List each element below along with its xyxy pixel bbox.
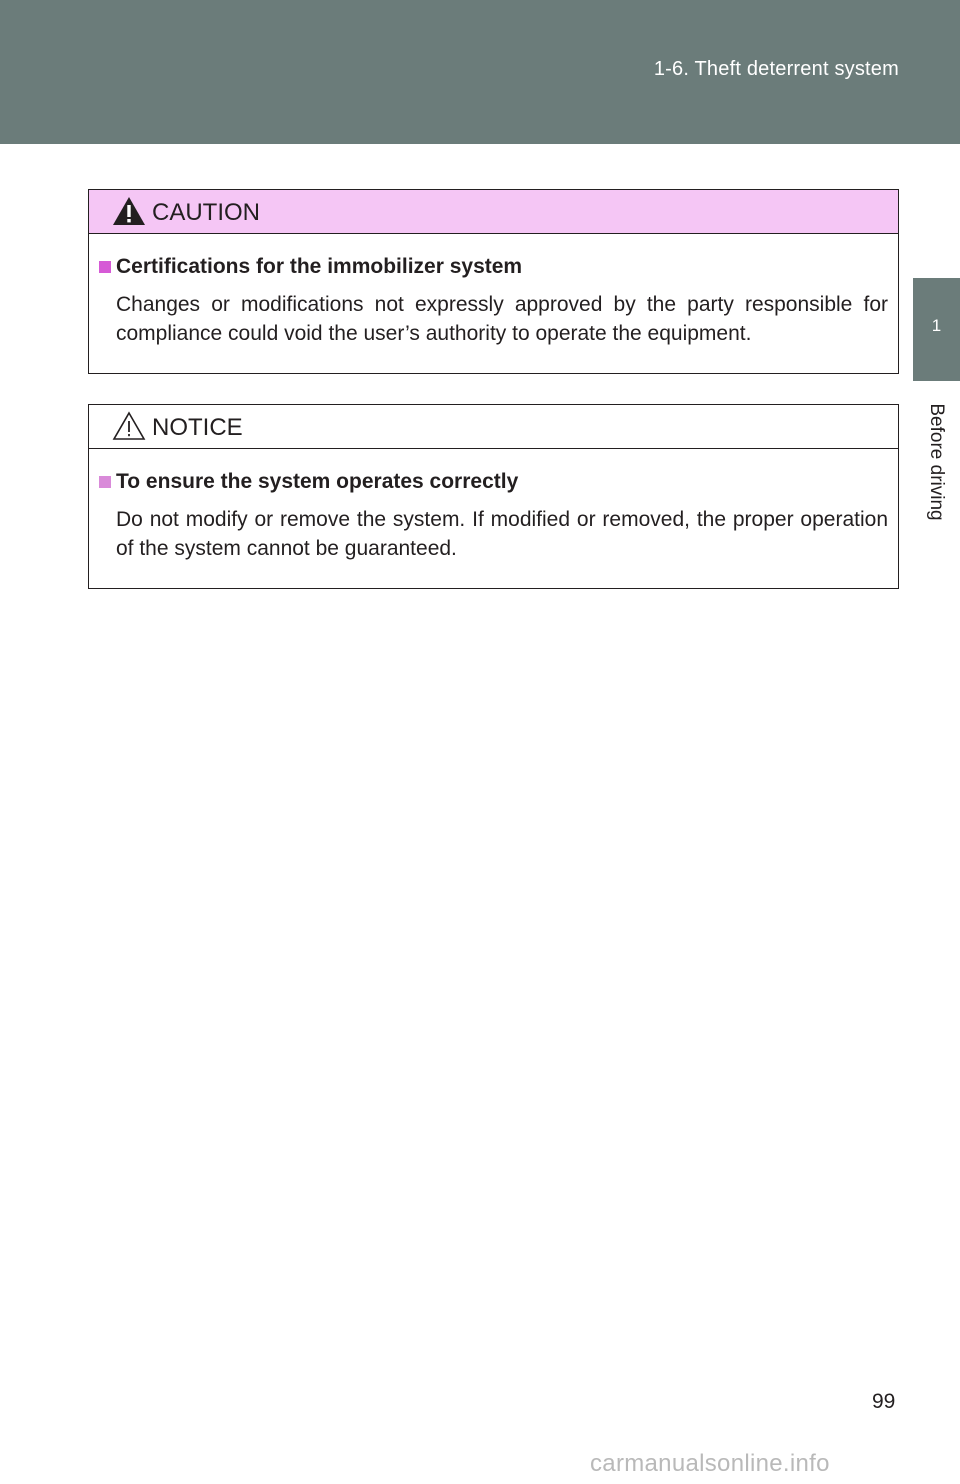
square-bullet-icon [99, 476, 111, 488]
warning-triangle-filled-icon [111, 195, 147, 227]
chapter-tab [913, 278, 960, 381]
notice-heading: NOTICE [152, 414, 243, 441]
page-number: 99 [872, 1390, 896, 1413]
caution-header [89, 190, 898, 234]
caution-item-title-text: Certifications for the immobilizer system [116, 255, 523, 278]
section-title: 1-6. Theft deterrent system [653, 58, 899, 80]
notice-item-title [116, 469, 888, 495]
notice-body [89, 449, 898, 563]
warning-triangle-outline-icon [111, 410, 147, 442]
square-bullet-icon [99, 261, 111, 273]
caution-body [89, 234, 898, 348]
caution-item-title [116, 254, 888, 280]
notice-header [89, 405, 898, 449]
caution-box [88, 189, 899, 374]
watermark: carmanualsonline.info [590, 1450, 830, 1477]
chapter-number: 1 [931, 316, 942, 335]
caution-heading: CAUTION [152, 199, 260, 226]
chapter-label: Before driving [926, 403, 947, 521]
notice-box [88, 404, 899, 589]
notice-item-text: Do not modify or remove the system. If modified or removed, the proper operation of the system cannot be guaranteed. [116, 508, 888, 560]
caution-item-text: Changes or modifications not expressly approved by the party responsible for compliance could void the user’s authority to operate the equipment. [116, 293, 888, 345]
notice-item-title-text: To ensure the system operates correctly [116, 470, 519, 493]
header-band [0, 0, 960, 144]
